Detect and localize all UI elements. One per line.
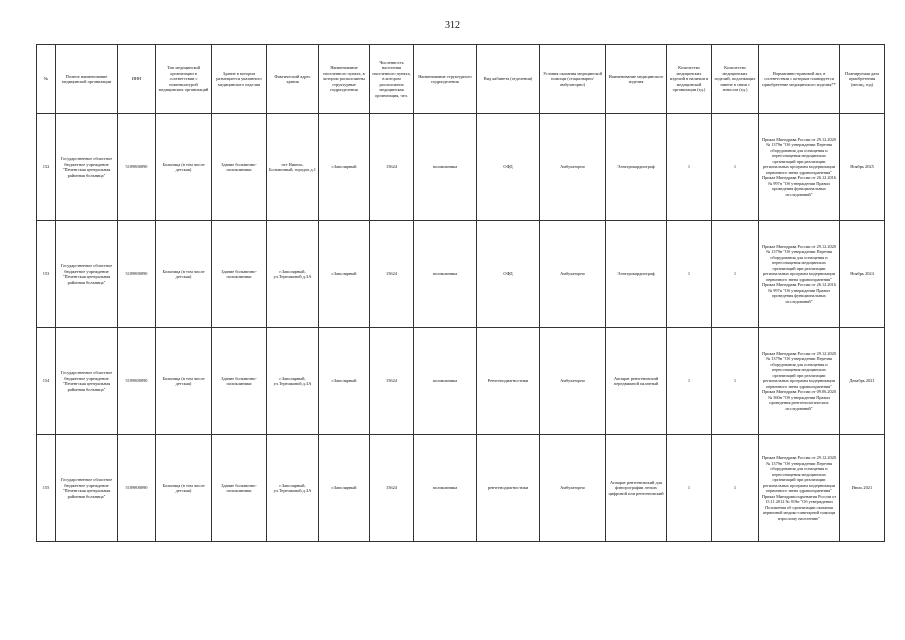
col-header-qty-replace: Количество медицинских изделий, подлежащих замене в связи с износом (ед.) — [712, 45, 759, 114]
cell-building: Здание больнично-поликлиники — [212, 328, 267, 435]
cell-conditions: Амбулаторно — [540, 221, 606, 328]
cell-qty-replace: 1 — [712, 435, 759, 542]
cell-qty-have: 1 — [667, 328, 712, 435]
table-row — [37, 114, 885, 221]
cell-number: 153 — [37, 221, 56, 328]
cell-law: Приказ Минздрава России от 29.12.2020 № 1379н "Об утверждении Перечня оборудования для оснащения и переоснащения медицинских организаций при реализации региональных программ модернизации первичного звена здравоохранения" Приказ Минздрава России от 09.06.2020 № 560н "Об утверждении Правил проведения рентгенологических исследований" — [759, 328, 840, 435]
cell-qty-replace: 1 — [712, 114, 759, 221]
cell-address: г.Заполярный, ул.Терешковой д.3А — [267, 221, 319, 328]
col-header-population: Численность населения населенного пункта, в котором расположена медицинская организация, чел. — [370, 45, 414, 114]
cell-cabinet: ОФД — [477, 114, 540, 221]
cell-type: Больница (в том числе детская) — [156, 435, 212, 542]
cell-address: пгт Никель, Больничный, городок д.1 — [267, 114, 319, 221]
col-header-number: № — [37, 45, 56, 114]
cell-locality: г.Заполярный — [319, 221, 370, 328]
col-header-address: Фактический адрес здания — [267, 45, 319, 114]
cell-population: 15624 — [370, 328, 414, 435]
col-header-inn: ИНН — [118, 45, 156, 114]
cell-inn: 5109800090 — [118, 221, 156, 328]
cell-cabinet: ОФД — [477, 221, 540, 328]
cell-date: Ноябрь 2025 — [840, 114, 885, 221]
col-header-type: Тип медицинской организации в соответствии с номенклатурой медицинских организаций — [156, 45, 212, 114]
cell-unit: поликлиника — [414, 435, 477, 542]
cell-address: г.Заполярный, ул.Терешковой д.3А — [267, 328, 319, 435]
col-header-unit: Наименование структурного подразделения — [414, 45, 477, 114]
cell-type: Больница (в том числе детская) — [156, 114, 212, 221]
cell-qty-have: 1 — [667, 114, 712, 221]
cell-cabinet: рентгенодиагностики — [477, 435, 540, 542]
col-header-cabinet: Вид кабинета (отделения) — [477, 45, 540, 114]
cell-conditions: Амбулаторно — [540, 328, 606, 435]
cell-population: 15624 — [370, 221, 414, 328]
table-header-row — [37, 45, 885, 114]
cell-type: Больница (в том числе детская) — [156, 328, 212, 435]
cell-date: Ноябрь 2024 — [840, 221, 885, 328]
cell-org: Государственное областное бюджетное учреждение "Печенгская центральная районная больница" — [56, 221, 118, 328]
cell-qty-replace: 1 — [712, 221, 759, 328]
col-header-building: Здание в котором размещается указанного медицинского изделия — [212, 45, 267, 114]
cell-qty-replace: 1 — [712, 328, 759, 435]
cell-address: г.Заполярный, ул.Терешковой д.3А — [267, 435, 319, 542]
cell-law: Приказ Минздрава России от 29.12.2020 № 1379н "Об утверждении Перечня оборудования для оснащения и переоснащения медицинских организаций при реализации региональных программ модернизации первичного звена здравоохранения" Приказ Минздрава России от 26.12.2016 № 997н "Об утверждении Правил проведения функциональных исследований" — [759, 221, 840, 328]
cell-org: Государственное областное бюджетное учреждение "Печенгская центральная районная больница" — [56, 114, 118, 221]
cell-law: Приказ Минздрава России от 29.12.2020 № 1379н "Об утверждении Перечня оборудования для оснащения и переоснащения медицинских организаций при реализации региональных программ модернизации первичного звена здравоохранения" Приказ Минздрава России от 26.12.2016 № 997н "Об утверждении Правил проведения функциональных исследований" — [759, 114, 840, 221]
table-row — [37, 221, 885, 328]
cell-date: Декабрь 2021 — [840, 328, 885, 435]
cell-date: Июль 2021 — [840, 435, 885, 542]
col-header-date: Планируемая дата приобретения (месяц, год) — [840, 45, 885, 114]
cell-inn: 5109800090 — [118, 435, 156, 542]
cell-org: Государственное областное бюджетное учреждение "Печенгская центральная районная больница" — [56, 328, 118, 435]
equipment-table — [36, 44, 885, 542]
cell-org: Государственное областное бюджетное учреждение "Печенгская центральная районная больница" — [56, 435, 118, 542]
page-number: 312 — [445, 20, 460, 31]
cell-unit: поликлиника — [414, 221, 477, 328]
table-row — [37, 435, 885, 542]
cell-device: Аппарат рентгеновский для флюорографии легких цифровой или рентгеновский — [606, 435, 667, 542]
col-header-qty-have: Количество медицинских изделий в наличии в медицинской организации (ед.) — [667, 45, 712, 114]
cell-inn: 5109800090 — [118, 114, 156, 221]
cell-qty-have: 1 — [667, 435, 712, 542]
cell-population: 15624 — [370, 114, 414, 221]
cell-number: 154 — [37, 328, 56, 435]
cell-inn: 5109800090 — [118, 328, 156, 435]
col-header-locality: Наименование населенного пункта, в котором расположены структурные подразделения — [319, 45, 370, 114]
cell-qty-have: 1 — [667, 221, 712, 328]
cell-building: Здание больнично-поликлиники — [212, 435, 267, 542]
col-header-conditions: Условия оказания медицинской помощи (стационарно/амбулаторно) — [540, 45, 606, 114]
cell-building: Здание больнично-поликлиники — [212, 221, 267, 328]
col-header-device: Наименование медицинского изделия — [606, 45, 667, 114]
cell-number: 155 — [37, 435, 56, 542]
cell-conditions: Амбулаторно — [540, 114, 606, 221]
col-header-org: Полное наименование медицинской организации — [56, 45, 118, 114]
cell-locality: г.Заполярный — [319, 435, 370, 542]
cell-device: Электрокардиограф — [606, 114, 667, 221]
cell-device: Аппарат рентгеновский передвижной палатный — [606, 328, 667, 435]
cell-unit: поликлиника — [414, 114, 477, 221]
cell-law: Приказ Минздрава России от 29.12.2020 № 1379н "Об утверждении Перечня оборудования для оснащения и переоснащения медицинских организаций при реализации региональных программ модернизации первичного звена здравоохранения" Приказ Минздравсоцразвития России от 15.11.2012 № 919н "Об утверждении Положения об организации оказания первичной медико-санитарной помощи взрослому населению" — [759, 435, 840, 542]
cell-conditions: Амбулаторно — [540, 435, 606, 542]
cell-number: 152 — [37, 114, 56, 221]
table-row — [37, 328, 885, 435]
col-header-law: Нормативно-правовой акт, в соответствии с которым планируется приобретение медицинского изделия** — [759, 45, 840, 114]
cell-cabinet: Рентгенодиагностики — [477, 328, 540, 435]
cell-population: 15624 — [370, 435, 414, 542]
cell-locality: г.Заполярный — [319, 328, 370, 435]
cell-locality: г.Заполярный — [319, 114, 370, 221]
cell-device: Электрокардиограф — [606, 221, 667, 328]
cell-type: Больница (в том числе детская) — [156, 221, 212, 328]
cell-unit: поликлиника — [414, 328, 477, 435]
cell-building: Здание больнично-поликлиники — [212, 114, 267, 221]
